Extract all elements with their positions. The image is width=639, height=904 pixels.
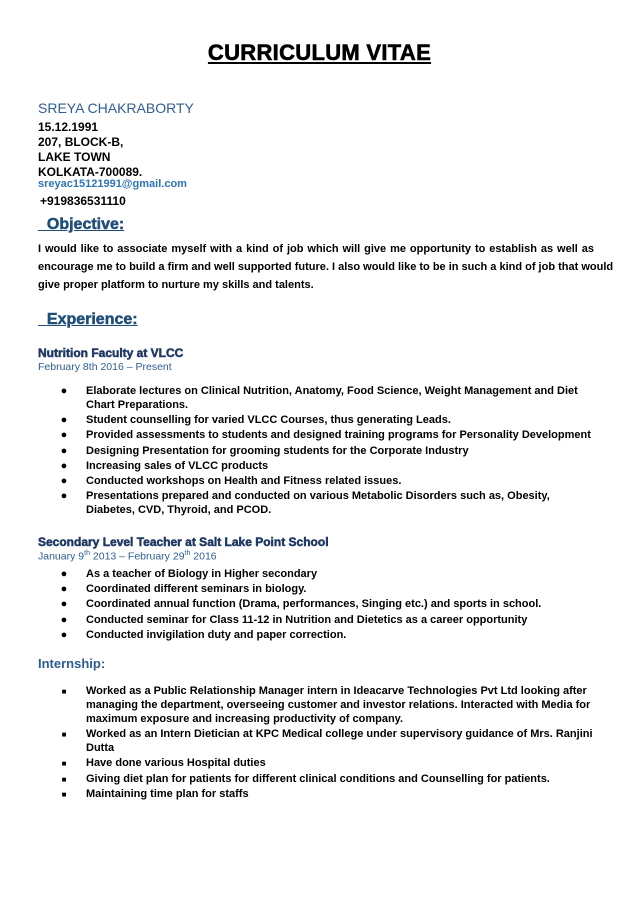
bullet-icon: ●	[60, 385, 68, 397]
square-bullet-icon: ■	[61, 789, 67, 799]
candidate-name: SREYA CHAKRABORTY	[38, 100, 194, 116]
bullet-icon: ●	[60, 613, 68, 626]
list-item: ■ Giving diet plan for patients for different clinical conditions and Counselling for patients.	[59, 772, 599, 786]
bullet-icon: ●	[60, 414, 68, 427]
address-line-1: 207, BLOCK-B,	[38, 135, 124, 149]
list-item: ● Conducted invigilation duty and paper correction.	[60, 628, 347, 641]
objective-line: give proper platform to nurture my skills and talents.	[38, 279, 314, 291]
list-item: ● Increasing sales of VLCC products	[60, 459, 269, 472]
internship-list	[59, 684, 599, 802]
bullet-icon: ●	[60, 490, 68, 503]
list-item: ● Elaborate lectures on Clinical Nutrition, Anatomy, Food Science, Weight Management and Diet Chart Preparations.	[60, 385, 578, 411]
square-bullet-icon: ■	[61, 774, 67, 784]
objective-heading: Objective:	[46, 216, 125, 233]
bullet-icon: ●	[60, 628, 68, 641]
email-link[interactable]: sreyac15121991@gmail.com	[38, 178, 187, 190]
document-title: CURRICULUM VITAE	[207, 40, 432, 65]
experience-heading: Experience:	[46, 311, 138, 328]
bullet-icon: ●	[60, 568, 68, 580]
job-title-school: Secondary Level Teacher at Salt Lake Point School	[38, 535, 329, 549]
list-item: ● Designing Presentation for grooming students for the Corporate Industry	[60, 444, 469, 457]
job-title-vlcc: Nutrition Faculty at VLCC	[38, 346, 184, 360]
square-bullet-icon: ■	[61, 687, 67, 696]
address-line-3: KOLKATA-700089.	[38, 165, 143, 179]
list-item: ● Provided assessments to students and designed training programs for Personality Development	[60, 429, 591, 442]
job-date-school: January 9th 2013 – February 29th 2016	[38, 550, 217, 563]
list-item: ■ Worked as a Public Relationship Manager intern in Ideacarve Technologies Pvt Ltd looking after managing the department, overseeing customer and investor relations. Interacted with Media for maximum exposure and increasing productivity of company.	[59, 684, 599, 726]
list-item: ● Coordinated different seminars in biology.	[60, 583, 307, 596]
vlcc-duties-list	[59, 384, 599, 518]
list-item: ● Conducted workshops on Health and Fitness related issues.	[60, 474, 402, 487]
square-bullet-icon: ■	[61, 759, 67, 769]
bullet-icon: ●	[60, 583, 68, 596]
objective-line: I would like to associate myself with a kind of job which will give me opportunity to establish as well as	[38, 243, 594, 255]
bullet-icon: ●	[60, 474, 68, 487]
list-item: ● Student counselling for varied VLCC Courses, thus generating Leads.	[60, 414, 451, 427]
list-item: ● As a teacher of Biology in Higher secondary	[60, 568, 318, 580]
bullet-icon: ●	[60, 444, 68, 457]
list-item: ● Coordinated annual function (Drama, performances, Singing etc.) and sports in school.	[60, 598, 542, 611]
internship-heading: Internship:	[38, 656, 106, 671]
list-item: ■ Maintaining time plan for staffs	[59, 787, 599, 801]
list-item: ■ Worked as an Intern Dietician at KPC Medical college under supervisory guidance of Mrs. Ranjini Dutta	[59, 727, 599, 755]
bullet-icon: ●	[60, 429, 68, 442]
address-line-2: LAKE TOWN	[38, 150, 111, 164]
job-date-vlcc: February 8th 2016 – Present	[38, 361, 172, 373]
list-item: ● Presentations prepared and conducted on various Metabolic Disorders such as, Obesity, Diabetes, CVD, Thyroid, and PCOD.	[60, 490, 550, 517]
objective-text	[38, 240, 614, 294]
square-bullet-icon: ■	[61, 730, 67, 740]
bullet-icon: ●	[60, 459, 68, 472]
date-of-birth: 15.12.1991	[38, 120, 99, 134]
objective-line: encourage me to build a firm and well supported future. I also would like to be in such a kind of job that would	[38, 261, 614, 273]
phone-number: +919836531110	[40, 194, 126, 208]
bullet-icon: ●	[60, 598, 68, 611]
school-duties-list	[59, 567, 599, 643]
list-item: ■ Have done various Hospital duties	[59, 756, 599, 770]
list-item: ● Conducted seminar for Class 11-12 in Nutrition and Dietetics as a career opportunity	[60, 613, 528, 626]
